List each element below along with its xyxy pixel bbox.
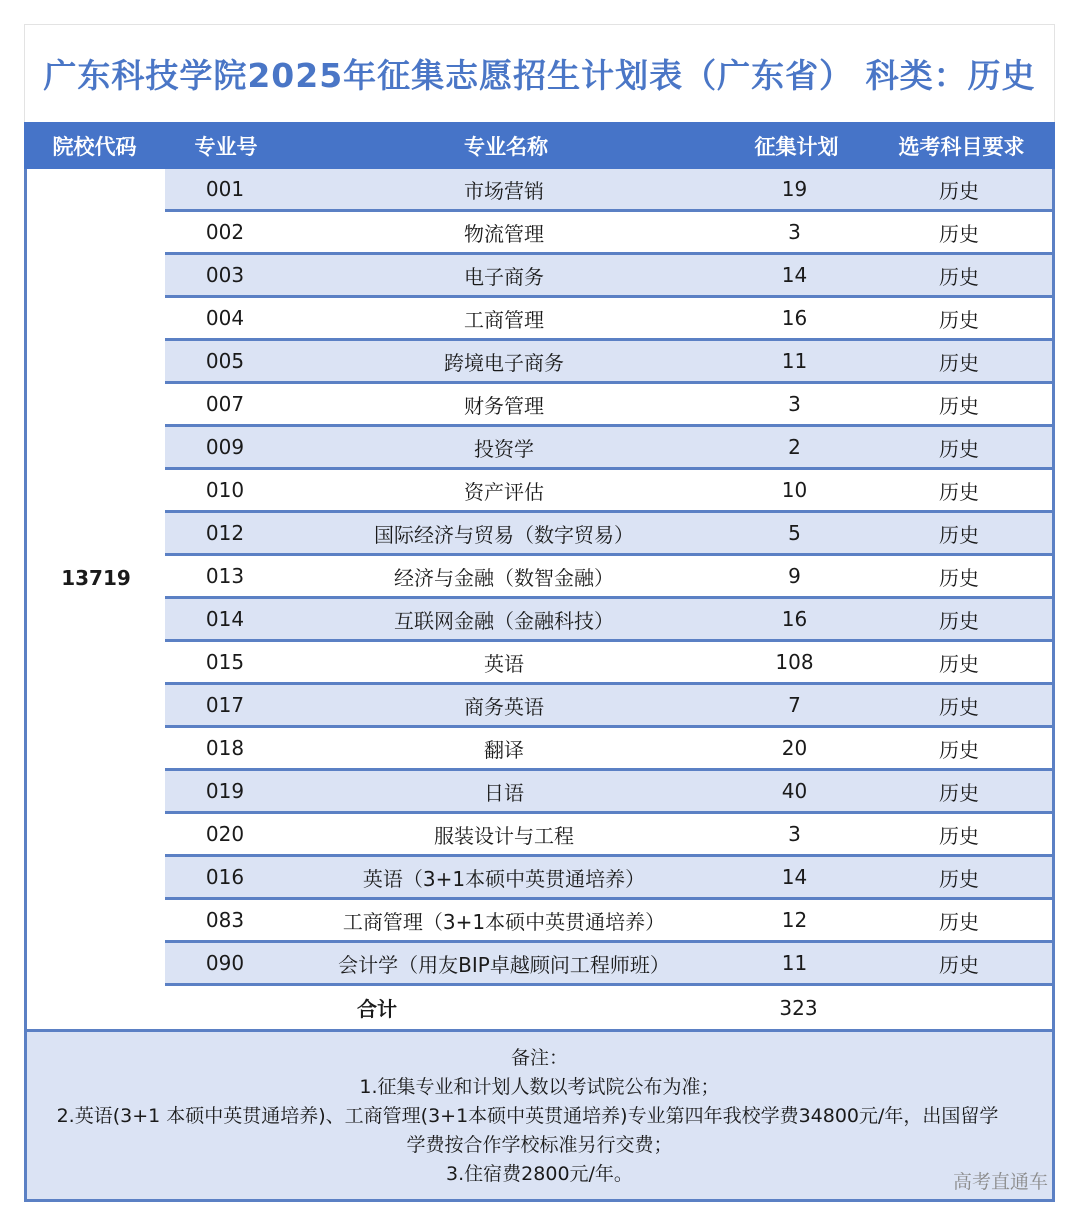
- table-row: [165, 427, 1052, 470]
- subject-req: 历史: [939, 780, 979, 805]
- major-name: 经济与金融（数智金融）: [394, 565, 614, 590]
- remark-2-cont: 学费按合作学校标准另行交费；: [406, 1134, 673, 1156]
- school-code-cell: 13719: [27, 169, 165, 986]
- subject-req: 历史: [939, 651, 979, 676]
- table-body: [27, 169, 1052, 986]
- major-code: 010: [205, 478, 245, 502]
- major-name: 电子商务: [464, 264, 544, 289]
- header-major-code: 专业号: [194, 134, 258, 159]
- plan-count: 3: [788, 822, 801, 846]
- subject-req: 历史: [939, 436, 979, 461]
- remark-1: 1.征集专业和计划人数以考试院公布为准；: [359, 1076, 720, 1098]
- subject-req: 历史: [939, 866, 979, 891]
- major-code: 015: [205, 650, 245, 674]
- subject-req: 历史: [939, 350, 979, 375]
- plan-count: 40: [781, 779, 808, 803]
- table-row: [165, 728, 1052, 771]
- major-code: 019: [205, 779, 245, 803]
- table-row: [165, 685, 1052, 728]
- plan-count: 9: [788, 564, 801, 588]
- major-code: 018: [205, 736, 245, 760]
- major-name: 英语（3+1本硕中英贯通培养）: [362, 866, 646, 891]
- subject-req: 历史: [939, 737, 979, 762]
- major-name: 互联网金融（金融科技）: [394, 608, 614, 633]
- major-name: 会计学（用友BIP卓越顾问工程师班）: [338, 952, 670, 977]
- plan-count: 3: [788, 220, 801, 244]
- subject-req: 历史: [939, 952, 979, 977]
- subject-req: 历史: [939, 307, 979, 332]
- table-row: [165, 771, 1052, 814]
- plan-count: 3: [788, 392, 801, 416]
- remarks-heading: 备注：: [510, 1047, 568, 1069]
- table-row: [165, 169, 1052, 212]
- table-row: [165, 384, 1052, 427]
- subject-req: 历史: [939, 479, 979, 504]
- table-rows: [165, 169, 1052, 986]
- remarks: [27, 1032, 1052, 1202]
- major-name: 服装设计与工程: [434, 823, 574, 848]
- major-name: 商务英语: [464, 694, 544, 719]
- subject-req: 历史: [939, 823, 979, 848]
- major-code: 007: [205, 392, 245, 416]
- major-code: 013: [205, 564, 245, 588]
- total-row: [27, 986, 1052, 1032]
- major-name: 工商管理（3+1本硕中英贯通培养）: [342, 909, 666, 934]
- total-value: 323: [779, 995, 818, 1020]
- subject-req: 历史: [939, 608, 979, 633]
- major-code: 003: [205, 263, 245, 287]
- plan-count: 12: [781, 908, 808, 932]
- plan-count: 16: [781, 607, 808, 631]
- plan-count: 10: [781, 478, 808, 502]
- plan-count: 11: [781, 349, 808, 373]
- table-row: [165, 556, 1052, 599]
- plan-count: 11: [781, 951, 808, 975]
- plan-count: 108: [775, 650, 814, 674]
- subject-req: 历史: [939, 565, 979, 590]
- major-name: 国际经济与贸易（数字贸易）: [374, 522, 634, 547]
- major-code: 014: [205, 607, 245, 631]
- major-code: 016: [205, 865, 245, 889]
- plan-count: 5: [788, 521, 801, 545]
- subject-req: 历史: [939, 909, 979, 934]
- table-row: [165, 212, 1052, 255]
- major-code: 012: [205, 521, 245, 545]
- plan-count: 14: [781, 865, 808, 889]
- page-title: 广东科技学院2025年征集志愿招生计划表（广东省） 科类：历史: [43, 56, 1036, 95]
- major-name: 投资学: [474, 436, 534, 461]
- table-row: [165, 470, 1052, 513]
- major-name: 财务管理: [464, 393, 544, 418]
- header-school-code: 院校代码: [52, 134, 137, 159]
- major-code: 001: [205, 177, 245, 201]
- major-name: 工商管理: [464, 307, 544, 332]
- major-code: 009: [205, 435, 245, 459]
- major-code: 002: [205, 220, 245, 244]
- table-row: [165, 255, 1052, 298]
- table-row: [165, 513, 1052, 556]
- major-name: 资产评估: [464, 479, 544, 504]
- subject-req: 历史: [939, 522, 979, 547]
- table-row: [165, 943, 1052, 986]
- major-name: 跨境电子商务: [444, 350, 564, 375]
- subject-req: 历史: [939, 393, 979, 418]
- major-code: 004: [205, 306, 245, 330]
- header-major-name: 专业名称: [464, 134, 548, 159]
- header-subject-req: 选考科目要求: [898, 134, 1025, 159]
- header-plan: 征集计划: [754, 134, 839, 159]
- table-row: [165, 857, 1052, 900]
- table-header: [24, 122, 1055, 169]
- major-name: 市场营销: [464, 178, 544, 203]
- plan-count: 20: [781, 736, 808, 760]
- major-name: 物流管理: [464, 221, 544, 246]
- subject-req: 历史: [939, 694, 979, 719]
- table-row: [165, 341, 1052, 384]
- enrollment-plan-sheet: [24, 24, 1055, 1202]
- major-name: 英语: [484, 651, 524, 676]
- major-code: 017: [205, 693, 245, 717]
- subject-req: 历史: [939, 264, 979, 289]
- title-box: [24, 24, 1055, 122]
- major-name: 日语: [484, 780, 524, 805]
- table-row: [165, 900, 1052, 943]
- subject-req: 历史: [939, 178, 979, 203]
- major-code: 020: [205, 822, 245, 846]
- remark-2: 2.英语(3+1 本硕中英贯通培养)、工商管理(3+1本硕中英贯通培养)专业第四年我校学费34800元/年，出国留学: [56, 1105, 999, 1127]
- subject-req: 历史: [939, 221, 979, 246]
- plan-count: 2: [788, 435, 801, 459]
- plan-count: 14: [781, 263, 808, 287]
- table-row: [165, 814, 1052, 857]
- plan-count: 19: [781, 177, 808, 201]
- table-row: [165, 642, 1052, 685]
- major-code: 005: [205, 349, 245, 373]
- major-name: 翻译: [484, 737, 524, 762]
- table-row: [165, 298, 1052, 341]
- plan-count: 7: [788, 693, 801, 717]
- major-code: 083: [205, 908, 245, 932]
- plan-table: [24, 122, 1055, 1202]
- watermark: 高考直通车: [952, 1171, 1048, 1193]
- remark-3: 3.住宿费2800元/年。: [446, 1163, 633, 1185]
- plan-count: 16: [781, 306, 808, 330]
- total-label: 合计: [357, 997, 397, 1021]
- major-code: 090: [205, 951, 245, 975]
- table-row: [165, 599, 1052, 642]
